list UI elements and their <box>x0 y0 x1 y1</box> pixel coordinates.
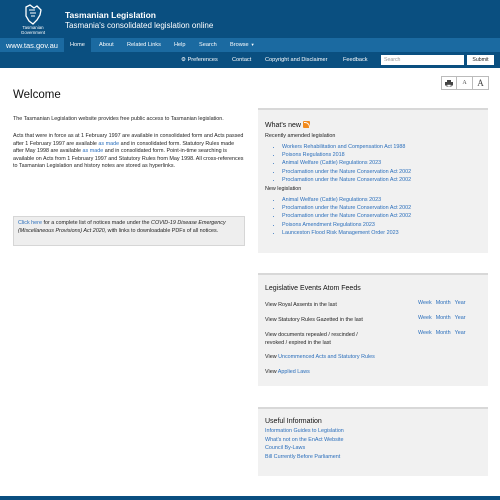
list-item[interactable]: • Poisons Amendment Regulations 2023 <box>282 221 481 229</box>
feed-period-links <box>418 300 470 308</box>
covid-notice-box <box>13 216 245 246</box>
year-link[interactable]: Year <box>454 330 466 336</box>
as-made-rules-link[interactable]: as made <box>82 148 104 155</box>
footer-bar <box>0 496 500 500</box>
nav-related-links[interactable]: Related Links <box>127 42 161 48</box>
notice-act-name: COVID-19 Disease Emergency (Miscellaneous Provisions) Act 2020, <box>18 220 226 234</box>
nav-about[interactable]: About <box>99 42 114 48</box>
whats-new-title <box>265 121 481 129</box>
applied-prefix: View <box>265 369 278 375</box>
whats-new-panel <box>258 108 488 253</box>
list-item[interactable]: • Animal Welfare (Cattle) Regulations 2023 <box>282 159 481 167</box>
list-item[interactable]: • Launceston Flood Risk Management Order 2023 <box>282 229 481 237</box>
week-link[interactable]: Week <box>418 315 432 321</box>
intro-text: The Tasmanian Legislation website provides free public access to Tasmanian legislation. <box>13 116 224 122</box>
nav-browse-label: Browse <box>230 42 249 48</box>
list-item[interactable]: • Proclamation under the Nature Conservation Act 2002 <box>282 204 481 212</box>
site-subtitle: Tasmania's consolidated legislation online <box>65 21 214 30</box>
applied-laws-link[interactable]: Applied Laws <box>277 369 310 375</box>
main-navigation <box>0 38 500 52</box>
useful-information-panel <box>258 407 488 476</box>
feedback-link[interactable]: Feedback <box>343 57 368 63</box>
list-item[interactable]: Information Guides to Legislation <box>265 428 344 434</box>
search-input[interactable] <box>381 55 464 65</box>
uncommenced-acts-link[interactable]: Uncommenced Acts and Statutory Rules <box>278 354 375 360</box>
tasmanian-government-logo[interactable] <box>16 4 50 34</box>
atom-feeds-panel <box>258 273 488 386</box>
week-link[interactable]: Week <box>418 300 432 306</box>
print-button[interactable] <box>441 76 457 90</box>
useful-information-title: Useful Information <box>265 418 322 425</box>
click-here-link[interactable]: Click here <box>18 220 42 226</box>
logo-text-line-1: Tasmanian <box>22 25 44 30</box>
recently-amended-label: Recently amended legislation <box>265 133 336 139</box>
list-item[interactable]: • Proclamation under the Nature Conservation Act 2002 <box>282 176 481 184</box>
month-link[interactable]: Month <box>435 330 451 336</box>
gear-icon: ⚙ <box>181 57 187 63</box>
site-title[interactable]: Tasmanian Legislation <box>65 10 157 20</box>
list-item[interactable]: Council By-Laws <box>265 445 306 452</box>
as-made-acts-link[interactable]: as made <box>98 140 120 147</box>
rss-feed-icon[interactable] <box>303 121 310 128</box>
atom-feeds-title: Legislative Events Atom Feeds <box>265 285 361 292</box>
list-item[interactable]: • Poisons Regulations 2018 <box>282 151 481 159</box>
feed-row-label: View documents repealed / rescinded / revoked / expired in the last <box>265 332 358 346</box>
nav-help[interactable]: Help <box>174 42 186 48</box>
page-tools <box>441 76 489 90</box>
whats-new-heading: What's new <box>265 122 301 129</box>
new-legislation-label: New legislation <box>265 186 302 193</box>
list-item[interactable]: What's not on the EnAct Website <box>265 436 344 443</box>
feed-row-label: View Royal Assents in the last <box>265 302 337 308</box>
recently-amended-list <box>265 143 481 184</box>
list-item[interactable]: • Workers Rehabilitation and Compensation Act 1988 <box>282 143 481 151</box>
increase-font-button[interactable]: A <box>473 76 489 90</box>
feed-row-label: View Statutory Rules Gazetted in the last <box>265 317 363 323</box>
list-item[interactable]: • Proclamation under the Nature Conservation Act 2002 <box>282 212 481 220</box>
print-icon <box>445 80 453 87</box>
uncommenced-row <box>265 354 485 362</box>
notice-text-2: with links to downloadable PDFs of all notices. <box>106 227 219 234</box>
notice-text-1: for a complete list of notices made under the <box>41 220 152 226</box>
tas-gov-link[interactable]: www.tas.gov.au <box>6 40 58 50</box>
logo-text-line-2: Government <box>20 29 46 35</box>
new-legislation-list <box>265 196 481 237</box>
nav-home[interactable]: Home <box>64 38 91 52</box>
feed-period-links <box>418 330 470 338</box>
preferences-label: Preferences <box>187 57 218 63</box>
utility-navigation <box>0 52 500 68</box>
site-header <box>0 0 500 38</box>
feed-period-links <box>418 315 470 323</box>
caret-down-icon: ▼ <box>250 42 255 47</box>
week-link[interactable]: Week <box>418 330 432 336</box>
useful-links-list <box>265 427 481 461</box>
list-item[interactable]: Bill Currently Before Parliament <box>265 453 341 460</box>
year-link[interactable]: Year <box>454 315 466 321</box>
feed-row-repealed-documents <box>265 330 485 347</box>
tasmania-map-icon <box>16 4 50 26</box>
details-part-3: and in consolidated form. Point-in-time searching is available on Acts from 1 February 1997 and Statutory Rules from May 1998. All cross-references to Tasmanian Legislation and history notes are stored as hyperlinks. <box>13 148 244 170</box>
applied-laws-row <box>265 369 485 377</box>
feed-row-statutory-rules <box>265 315 485 325</box>
contact-link[interactable]: Contact <box>232 57 252 63</box>
decrease-font-button[interactable]: A <box>457 76 473 90</box>
feed-row-royal-assents <box>265 300 485 310</box>
preferences-link[interactable] <box>181 52 218 68</box>
list-item[interactable]: • Proclamation under the Nature Conservation Act 2002 <box>282 168 481 176</box>
nav-search[interactable]: Search <box>199 42 217 48</box>
nav-browse[interactable] <box>224 38 261 52</box>
month-link[interactable]: Month <box>435 300 451 306</box>
search-submit-button[interactable]: Submit <box>467 55 494 65</box>
year-link[interactable]: Year <box>454 300 466 306</box>
uncommenced-prefix: View <box>265 354 279 360</box>
month-link[interactable]: Month <box>435 315 451 321</box>
details-part-2: and in consolidated form. Statutory Rules made after May 1998 are available <box>13 140 235 155</box>
page-title: Welcome <box>13 89 61 101</box>
details-text <box>13 133 245 171</box>
copyright-disclaimer-link[interactable]: Copyright and Disclaimer <box>265 57 328 63</box>
list-item[interactable]: • Animal Welfare (Cattle) Regulations 2023 <box>282 196 481 204</box>
details-part-1: Acts that were in force as at 1 February 1997 are available in consolidated form and Acts passed after 1 February 1997 are available <box>13 133 244 147</box>
